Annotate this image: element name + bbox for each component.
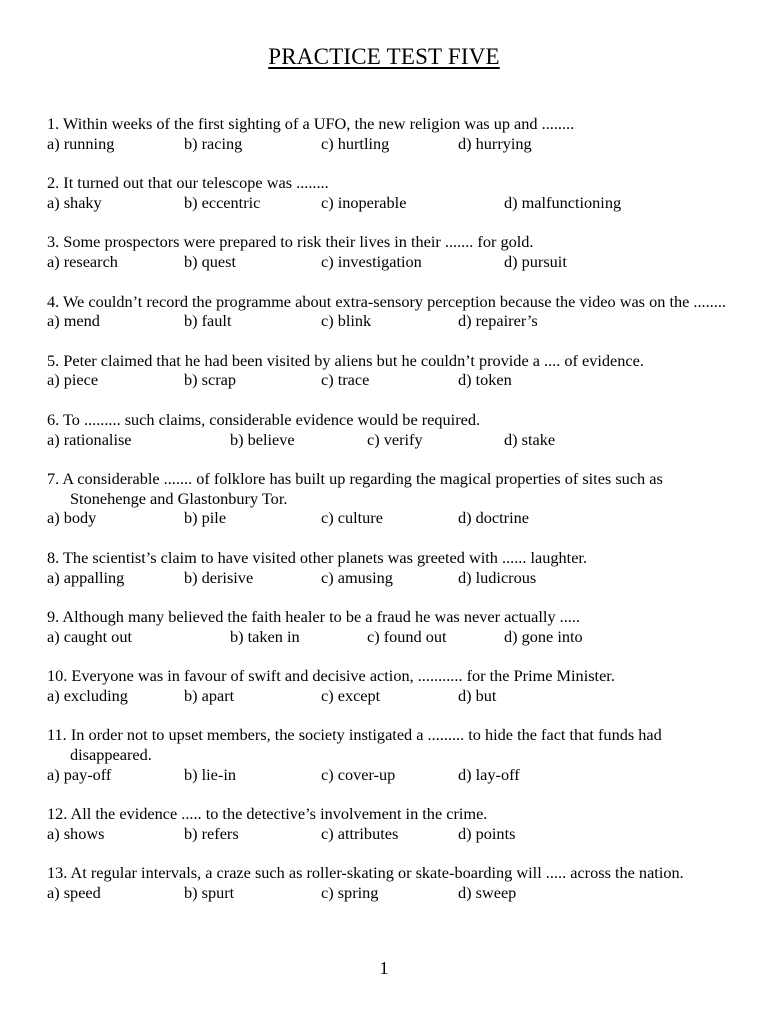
option-b: b) fault: [184, 311, 232, 331]
option-row: [47, 765, 737, 785]
question-stem: 3. Some prospectors were prepared to risk their lives in their ....... for gold.: [47, 232, 534, 252]
question-stem: 4. We couldn’t record the programme about extra-sensory perception because the video was on the ........: [47, 291, 726, 311]
option-d: d) hurrying: [458, 133, 532, 153]
option-b: b) pile: [184, 508, 227, 528]
option-row: [47, 370, 737, 390]
option-d: d) ludicrous: [458, 567, 537, 587]
option-d: d) repairer’s: [458, 311, 538, 331]
option-row: [47, 193, 737, 213]
option-row: [47, 430, 737, 450]
option-row: [47, 824, 737, 844]
option-a: a) rationalise: [47, 429, 132, 449]
option-d: d) token: [458, 370, 512, 390]
option-b: b) derisive: [184, 567, 254, 587]
question-11: [47, 725, 737, 784]
question-stem: 11. In order not to upset members, the society instigated a ......... to hide the fact that funds had disappeared.: [47, 725, 662, 765]
question-2: [47, 173, 737, 212]
question-stem: 13. At regular intervals, a craze such as roller-skating or skate-boarding will ..... across the nation.: [47, 863, 684, 883]
option-a: a) mend: [47, 311, 100, 331]
option-c: c) blink: [321, 311, 372, 331]
option-b: b) eccentric: [184, 192, 261, 212]
option-row: [47, 134, 737, 154]
option-d: d) lay-off: [458, 764, 520, 784]
question-6: [47, 410, 737, 449]
option-b: b) spurt: [184, 883, 235, 903]
option-c: c) cover-up: [321, 764, 396, 784]
question-list: [47, 114, 737, 923]
option-c: c) culture: [321, 508, 383, 528]
question-stem: 2. It turned out that our telescope was ........: [47, 173, 329, 193]
option-row: [47, 883, 737, 903]
question-8: [47, 548, 737, 587]
option-d: d) pursuit: [504, 251, 567, 271]
option-c: c) attributes: [321, 823, 399, 843]
option-a: a) running: [47, 133, 115, 153]
question-stem: 9. Although many believed the faith healer to be a fraud he was never actually .....: [47, 607, 581, 627]
question-12: [47, 804, 737, 843]
question-stem: 6. To ......... such claims, considerable evidence would be required.: [47, 409, 481, 429]
option-c: c) trace: [321, 370, 370, 390]
option-a: a) pay-off: [47, 764, 112, 784]
option-b: b) lie-in: [184, 764, 236, 784]
option-row: [47, 252, 737, 272]
question-5: [47, 351, 737, 390]
question-stem: 5. Peter claimed that he had been visited by aliens but he couldn’t provide a .... of evidence.: [47, 350, 644, 370]
question-stem: 8. The scientist’s claim to have visited other planets was greeted with ...... laughter.: [47, 547, 588, 567]
question-9: [47, 607, 737, 646]
option-row: [47, 508, 737, 528]
option-a: a) appalling: [47, 567, 125, 587]
option-c: c) spring: [321, 883, 379, 903]
option-d: d) but: [458, 685, 497, 705]
option-b: b) refers: [184, 823, 239, 843]
option-d: d) stake: [504, 429, 556, 449]
question-13: [47, 863, 737, 902]
option-c: c) amusing: [321, 567, 393, 587]
option-b: b) taken in: [230, 626, 300, 646]
option-c: c) inoperable: [321, 192, 407, 212]
option-a: a) research: [47, 251, 118, 271]
option-row: [47, 686, 737, 706]
option-d: d) doctrine: [458, 508, 529, 528]
question-stem: 12. All the evidence ..... to the detective’s involvement in the crime.: [47, 804, 488, 824]
option-c: c) except: [321, 685, 381, 705]
question-3: [47, 232, 737, 271]
option-b: b) racing: [184, 133, 243, 153]
page-title: PRACTICE TEST FIVE: [268, 44, 500, 69]
option-a: a) caught out: [47, 626, 132, 646]
question-1: [47, 114, 737, 153]
question-7: [47, 469, 737, 528]
page-number: 1: [379, 958, 389, 978]
option-b: b) believe: [230, 429, 295, 449]
option-c: c) hurtling: [321, 133, 390, 153]
option-c: c) verify: [367, 429, 423, 449]
option-d: d) malfunctioning: [504, 192, 622, 212]
question-10: [47, 666, 737, 705]
question-stem: 7. A considerable ....... of folklore has built up regarding the magical properties of sites such as Stonehenge and Glastonbury Tor.: [47, 469, 663, 508]
option-d: d) gone into: [504, 626, 583, 646]
option-a: a) piece: [47, 370, 99, 390]
option-b: b) scrap: [184, 370, 236, 390]
option-b: b) apart: [184, 685, 235, 705]
option-d: d) sweep: [458, 883, 517, 903]
option-a: a) speed: [47, 883, 101, 903]
option-a: a) shaky: [47, 192, 102, 212]
option-c: c) found out: [367, 626, 447, 646]
option-a: a) excluding: [47, 685, 128, 705]
question-stem: 10. Everyone was in favour of swift and decisive action, ........... for the Prime Minister.: [47, 666, 615, 686]
option-row: [47, 627, 737, 647]
option-row: [47, 311, 737, 331]
question-4: [47, 292, 737, 331]
option-b: b) quest: [184, 251, 236, 271]
option-a: a) body: [47, 508, 97, 528]
option-d: d) points: [458, 823, 516, 843]
option-c: c) investigation: [321, 251, 422, 271]
option-row: [47, 568, 737, 588]
option-a: a) shows: [47, 823, 105, 843]
question-stem: 1. Within weeks of the first sighting of a UFO, the new religion was up and ........: [47, 114, 575, 133]
